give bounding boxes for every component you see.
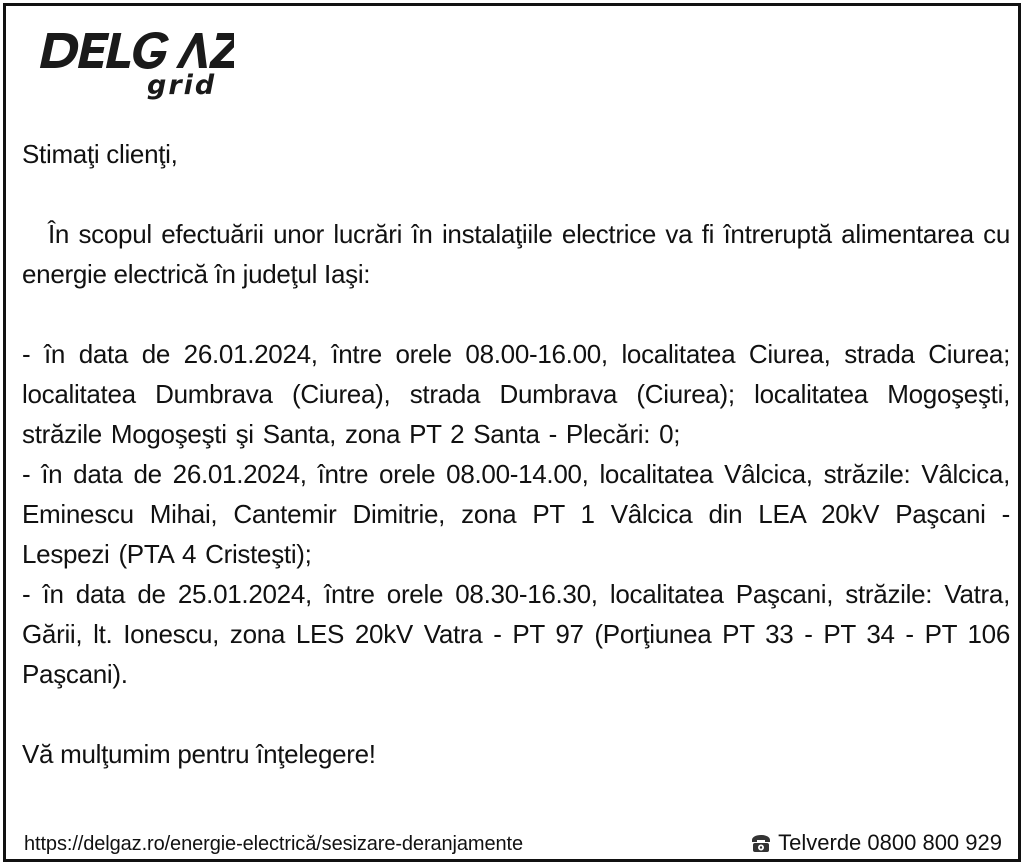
notice-frame	[3, 3, 1021, 862]
thanks-line: Vă mulţumim pentru înţelegere!	[22, 739, 376, 769]
notice-body	[22, 134, 1010, 774]
interruption-item: - în data de 26.01.2024, între orele 08.00-16.00, localitatea Ciurea, strada Ciurea; localitatea Dumbrava (Ciurea), strada Dumbrava (Ciurea); localitatea Mogoşeşti, străzile Mogoşeşti şi Santa, zona PT 2 Santa - Plecări: 0;	[22, 339, 1010, 449]
phone-number: Telverde 0800 800 929	[778, 830, 1002, 855]
greeting: Stimaţi clienţi,	[22, 139, 178, 169]
footer-url-link[interactable]: https://delgaz.ro/energie-electrică/sesizare-deranjamente	[24, 833, 524, 855]
interruption-list	[22, 334, 1010, 694]
intro-paragraph: În scopul efectuării unor lucrări în instalaţiile electrice va fi întreruptă alimentarea cu energie electrică în judeţul Iaşi:	[22, 219, 1010, 289]
telephone-icon	[750, 833, 772, 853]
footer-phone	[750, 829, 1002, 857]
delgaz-grid-logo	[34, 30, 234, 108]
logo-text	[34, 108, 35, 109]
interruption-item: - în data de 25.01.2024, între orele 08.30-16.30, localitatea Paşcani, străzile: Vatra, Gării, lt. Ionescu, zona LES 20kV Vatra - PT 97 (Porţiunea PT 33 - PT 34 - PT 106 Paşcani).	[22, 579, 1010, 689]
interruption-item: - în data de 26.01.2024, între orele 08.00-14.00, localitatea Vâlcica, străzile: Vâlcica, Eminescu Mihai, Cantemir Dimitrie, zona PT 1 Vâlcica din LEA 20kV Paşcani - Lespezi (PTA 4 Cristeşti);	[22, 459, 1010, 569]
logo-subtext: grid	[147, 70, 217, 101]
